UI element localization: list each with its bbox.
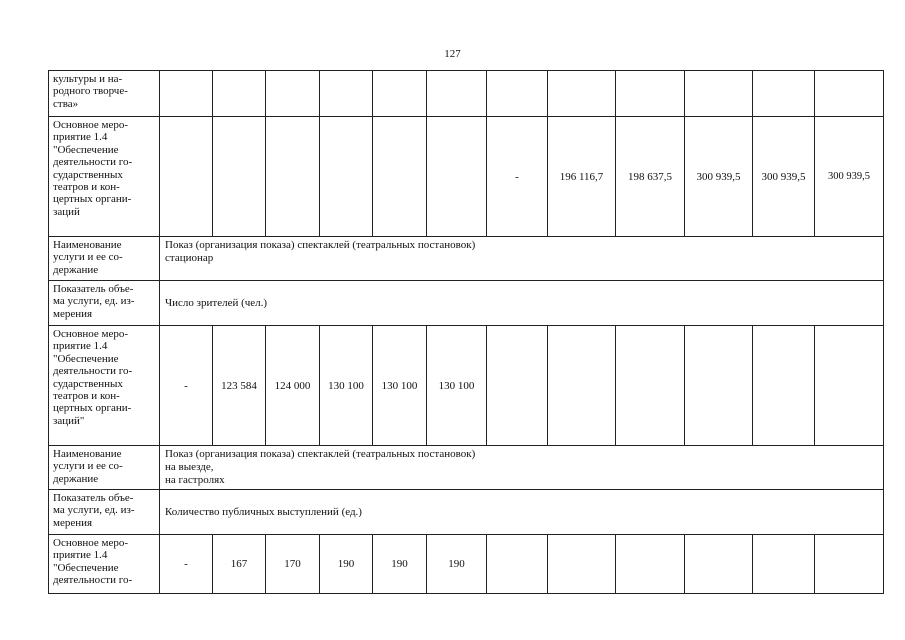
table-cell — [616, 535, 685, 594]
table-row — [49, 281, 884, 326]
table-cell — [815, 326, 884, 446]
table-cell: 190 — [320, 535, 373, 594]
row-label: Основное меро- приятие 1.4 "Обеспечение деятельности го- — [49, 535, 160, 594]
table-cell — [548, 326, 616, 446]
table-cell: 190 — [427, 535, 487, 594]
table-row — [49, 535, 884, 594]
table-cell: 167 — [213, 535, 266, 594]
table-cell — [266, 117, 320, 237]
table-cell: 130 100 — [320, 326, 373, 446]
table-cell — [213, 71, 266, 117]
table-cell — [160, 117, 213, 237]
table-row — [49, 490, 884, 535]
page-number: 127 — [444, 48, 461, 60]
indicator-text: Количество публичных выступлений (ед.) — [160, 490, 884, 535]
table-cell: 123 584 — [213, 326, 266, 446]
table-cell — [487, 535, 548, 594]
table-cell: 300 939,5 — [753, 117, 815, 237]
indicator-text: Число зрителей (чел.) — [160, 281, 884, 326]
row-label: Наименование услуги и ее со- держание — [49, 446, 160, 490]
table-cell: - — [487, 117, 548, 237]
table-cell: - — [160, 535, 213, 594]
table-cell — [616, 326, 685, 446]
table-cell: 196 116,7 — [548, 117, 616, 237]
table-cell — [548, 535, 616, 594]
table-cell — [487, 326, 548, 446]
table-row — [49, 326, 884, 446]
table-cell — [753, 535, 815, 594]
table-cell: - — [160, 326, 213, 446]
table-cell: 130 100 — [427, 326, 487, 446]
table-cell — [320, 117, 373, 237]
table-cell — [548, 71, 616, 117]
table-row — [49, 446, 884, 490]
row-label: Основное меро- приятие 1.4 "Обеспечение деятельности го- сударственных театров и кон- цертных органи- заций — [49, 117, 160, 237]
table-cell — [427, 117, 487, 237]
row-label: Основное меро- приятие 1.4 "Обеспечение деятельности го- сударственных театров и кон- цертных органи- заций" — [49, 326, 160, 446]
table-cell — [616, 71, 685, 117]
table-cell — [320, 71, 373, 117]
row-label: Показатель объе- ма услуги, ед. из- мерения — [49, 490, 160, 535]
budget-table — [48, 70, 884, 594]
table-cell: 198 637,5 — [616, 117, 685, 237]
table-cell: 170 — [266, 535, 320, 594]
table-cell — [373, 71, 427, 117]
table-cell — [266, 71, 320, 117]
row-label: культуры и на- родного творче- ства» — [49, 71, 160, 117]
table-cell — [753, 326, 815, 446]
table-cell: 190 — [373, 535, 427, 594]
table-cell: 124 000 — [266, 326, 320, 446]
row-label: Наименование услуги и ее со- держание — [49, 237, 160, 281]
service-description: Показ (организация показа) спектаклей (театральных постановок) стационар — [160, 237, 884, 281]
table-cell — [815, 535, 884, 594]
table-cell: 130 100 — [373, 326, 427, 446]
table-cell: 300 939,5 — [815, 117, 884, 237]
table-cell: 300 939,5 — [685, 117, 753, 237]
row-label: Показатель объе- ма услуги, ед. из- мерения — [49, 281, 160, 326]
table-row — [49, 71, 884, 117]
table-cell — [373, 117, 427, 237]
service-description: Показ (организация показа) спектаклей (театральных постановок) на выезде, на гастролях — [160, 446, 884, 490]
table-row — [49, 117, 884, 237]
table-cell — [487, 71, 548, 117]
table-cell — [753, 71, 815, 117]
table-cell — [213, 117, 266, 237]
table-row — [49, 237, 884, 281]
table-cell — [815, 71, 884, 117]
table-cell — [685, 535, 753, 594]
table-cell — [160, 71, 213, 117]
table-cell — [685, 326, 753, 446]
table-cell — [427, 71, 487, 117]
table-cell — [685, 71, 753, 117]
